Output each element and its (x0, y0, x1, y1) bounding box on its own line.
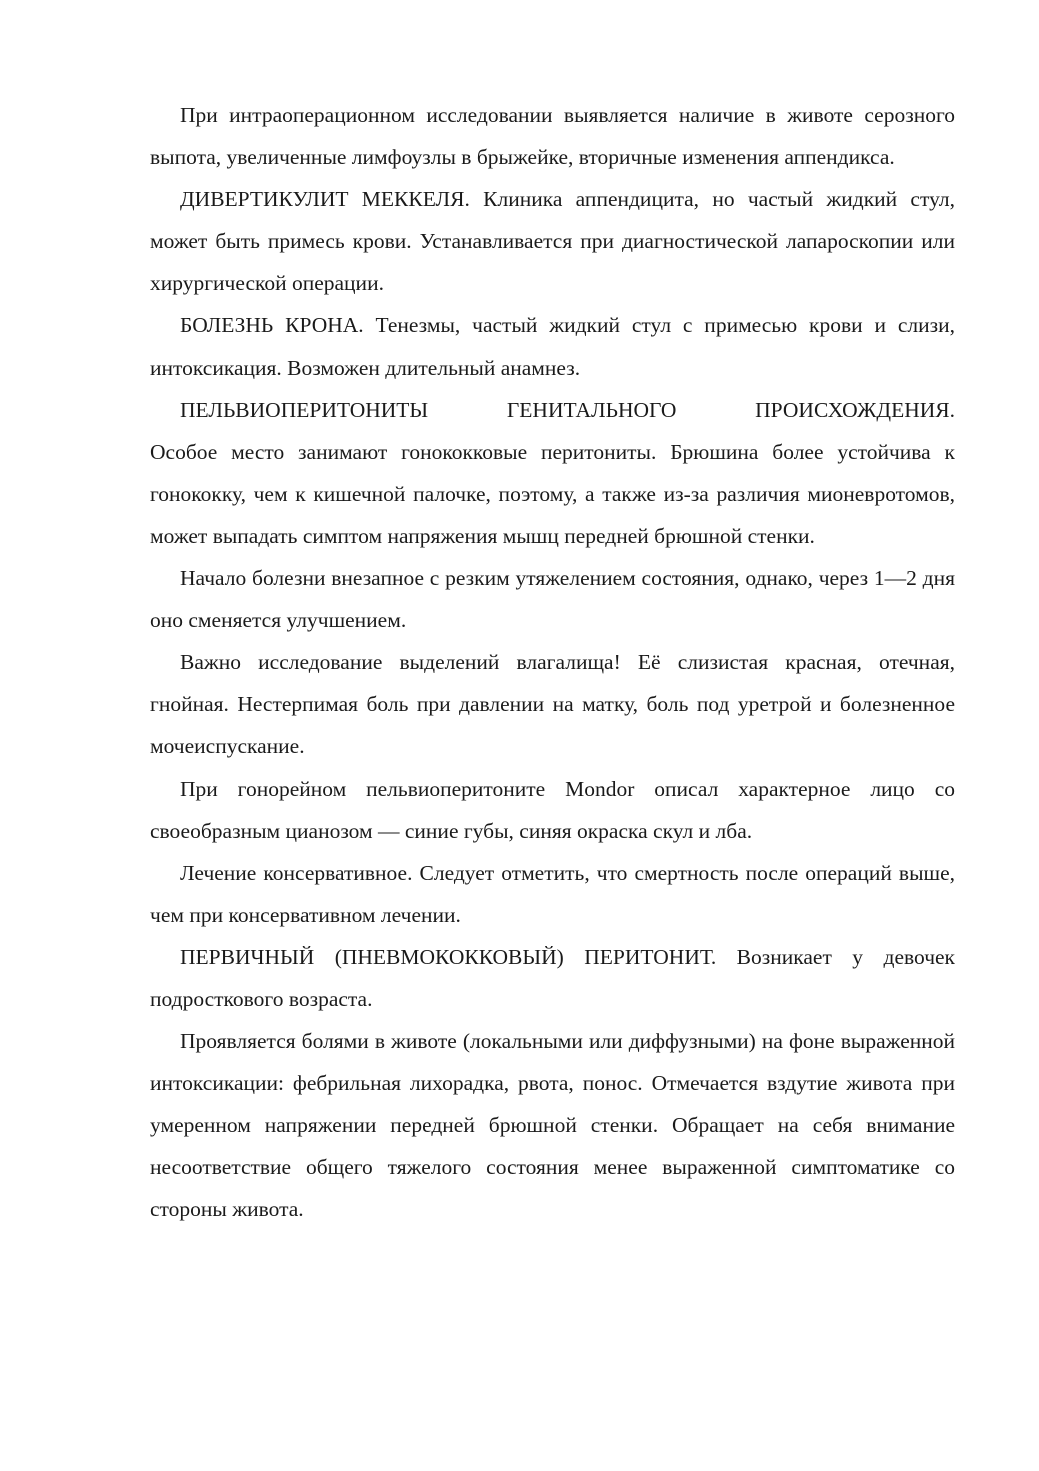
paragraph-pelvioperitonitis (150, 389, 955, 557)
pelvioperitonitis-body: Особое место занимают гонококковые перитониты. Брюшина более устойчива к гонококку, чем к кишечной палочке, поэтому, а также из-за различия мионевротомов, может выпадать симптом напряжения мышц передней брюшной стенки. (150, 439, 955, 548)
paragraph-meckel-diverticulitis: ДИВЕРТИКУЛИТ МЕККЕЛЯ. Клиника аппендицита, но частый жидкий стул, может быть примесь крови. Устанавливается при диагностической лапароскопии или хирургической операции. (150, 187, 955, 296)
paragraph-primary-peritonitis: ПЕРВИЧНЫЙ (ПНЕВМОКОККОВЫЙ) ПЕРИТОНИТ. Возникает у девочек подросткового возраста. (150, 944, 955, 1011)
document-body (150, 94, 955, 1231)
paragraph-crohn-disease: БОЛЕЗНЬ КРОНА. Тенезмы, частый жидкий стул с примесью крови и слизи, интоксикация. Возможен длительный анамнез. (150, 313, 955, 380)
paragraph-disease-onset: Начало болезни внезапное с резким утяжелением состояния, однако, через 1—2 дня оно сменяется улучшением. (150, 566, 955, 633)
paragraph-intraoperative: При интраоперационном исследовании выявляется наличие в животе серозного выпота, увеличенные лимфоузлы в брыжейке, вторичные изменения аппендикса. (150, 103, 955, 170)
paragraph-manifestations: Проявляется болями в животе (локальными или диффузными) на фоне выраженной интоксикации: фебрильная лихорадка, рвота, понос. Отмечается вздутие живота при умеренном напряжении передней брюшной стенки. Обращает на себя внимание несоответствие общего тяжелого состояния менее выраженной симптоматике со стороны живота. (150, 1029, 955, 1222)
pelvioperitonitis-heading: ПЕЛЬВИОПЕРИТОНИТЫ ГЕНИТАЛЬНОГО ПРОИСХОЖДЕНИЯ. (180, 397, 955, 422)
paragraph-vaginal-examination: Важно исследование выделений влагалища! Её слизистая красная, отечная, гнойная. Нестерпимая боль при давлении на матку, боль под уретрой и болезненное мочеиспускание. (150, 650, 955, 759)
paragraph-treatment: Лечение консервативное. Следует отметить, что смертность после операций выше, чем при консервативном лечении. (150, 860, 955, 927)
paragraph-mondor-face: При гонорейном пельвиоперитоните Mondor описал характерное лицо со своеобразным цианозом — синие губы, синяя окраска скул и лба. (150, 776, 955, 843)
